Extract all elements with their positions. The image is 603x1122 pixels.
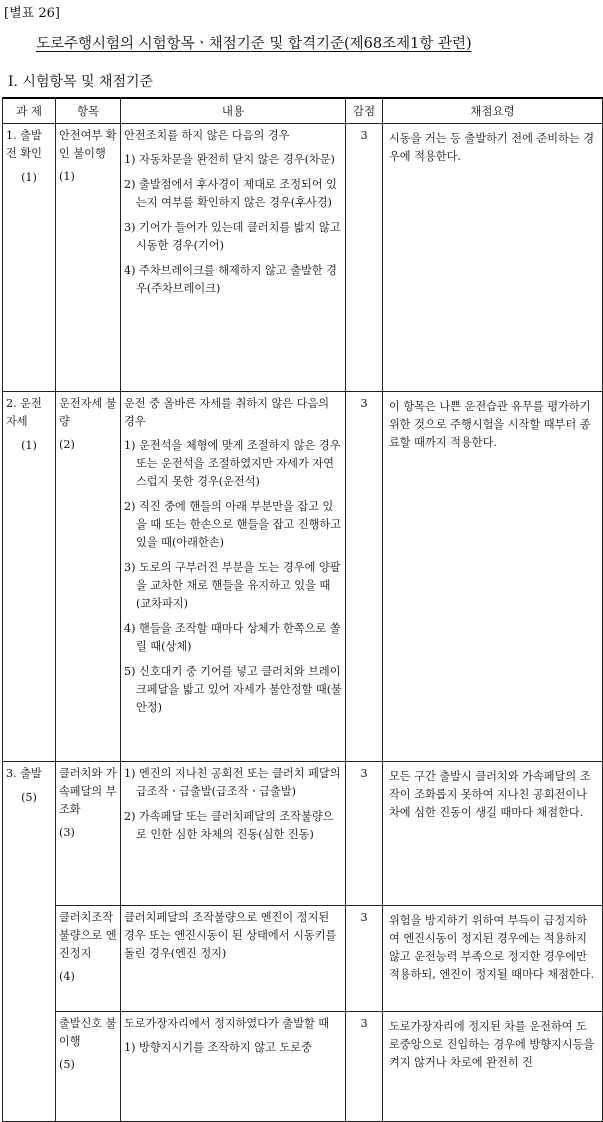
header-item: 항목 [56,98,121,124]
item-score: (3) [59,826,75,839]
table-row [3,762,603,906]
task-cell [3,762,56,1122]
deduction-cell: 3 [346,1012,383,1122]
task-cell [3,392,56,762]
content-subitem: 1) 자동차문을 완전히 닫지 않은 경우(차문) [124,153,335,166]
item-cell [56,1012,121,1122]
content-cell [121,1012,346,1122]
table-row [3,906,603,1012]
item-name: 클러치와 가속페달의 부조화 [59,767,117,816]
header-task: 과 제 [3,98,56,124]
content-subitem: 3) 기어가 들어가 있는데 클러치를 밟지 않고 시동한 경우(기어) [124,221,341,252]
task-name: 1. 출발전 확인 [6,129,42,160]
item-cell [56,762,121,906]
content-subitem: 3) 도로의 구부러진 부분을 도는 경우에 양팔을 교차한 채로 핸들을 유지하고 있을 때(교차파지) [124,561,341,610]
header-deduction: 감점 [346,98,383,124]
content-lead: 도로가장자리에서 정지하였다가 출발할 때 [124,1017,330,1030]
task-score: (5) [21,791,37,804]
table-row [3,124,603,392]
content-subitem: 1) 운전석을 체형에 맞게 조절하지 않은 경우 또는 운전석을 조절하였지만 자세가 자연스럽지 못한 경우(운전석) [124,439,341,488]
deduction-cell: 3 [346,124,383,392]
deduction-cell: 3 [346,762,383,906]
content-subitem: 5) 신호대기 중 기어를 넣고 클러치와 브레이크페달을 밟고 있어 자세가 불안정할 때(불안정) [124,665,342,714]
table-row [3,392,603,762]
deduction-cell: 3 [346,906,383,1012]
content-cell [121,906,346,1012]
section-heading: Ⅰ. 시험항목 및 채점기준 [8,74,154,90]
content-subitem: 4) 주차브레이크를 해제하지 않고 출발한 경우(주차브레이크) [124,264,337,295]
item-name: 안전여부 확인 불이행 [59,129,117,160]
task-name: 2. 운전자세 [6,397,42,428]
table-header-row [3,98,603,124]
item-score: (4) [59,970,75,983]
table-row [3,1012,603,1122]
content-cell [121,124,346,392]
content-cell [121,762,346,906]
content-lead: 안전조치를 하지 않은 다음의 경우 [124,129,290,142]
criteria-cell: 위험을 방지하기 위하여 부득이 급정지하여 엔진시동이 정지된 경우에는 적용하지 않고 운전능력 부족으로 정지한 경우에만 적용하되, 엔진이 정지될 때마다 채점한다. [383,906,603,1012]
content-subitem: 1) 방향지시기를 조작하지 않고 도로중 [124,1041,312,1054]
header-content: 내용 [121,98,346,124]
item-score: (2) [59,438,75,451]
content-cell [121,392,346,762]
item-cell [56,392,121,762]
document-title: 도로주행시험의 시험항목ㆍ채점기준 및 합격기준(제68조제1항 관련) [36,36,472,52]
item-name: 운전자세 불량 [59,397,117,428]
item-name: 클러치조작불량으로 엔진정지 [59,911,117,960]
item-score: (5) [59,1058,75,1071]
content-lead: 클러치페달의 조작불량으로 엔진이 정지된 경우 또는 엔진시동이 된 상태에서 시동키를 돌린 경우(엔진 정지) [124,911,337,960]
content-subitem: 2) 가속페달 또는 클러치페달의 조작불량으로 인한 심한 차체의 진동(심한 진동) [124,810,334,841]
attachment-tag: [별표 26] [4,6,60,21]
content-subitem: 2) 출발점에서 후사경이 제대로 조정되어 있는지 여부를 확인하지 않은 경우(후사경) [124,178,337,209]
criteria-cell: 시동을 거는 등 출발하기 전에 준비하는 경우에 적용한다. [383,124,603,392]
item-cell [56,906,121,1012]
task-cell [3,124,56,392]
item-cell [56,124,121,392]
content-subitem: 1) 엔진의 지나친 공회전 또는 클러치 페달의 급조작ㆍ급출발(급조작ㆍ급출발) [124,767,341,798]
task-score: (1) [21,439,37,452]
criteria-cell: 모든 구간 출발시 클러치와 가속페달의 조작이 조화롭지 못하여 지나친 공회전이나 차에 심한 진동이 생길 때마다 채점한다. [383,762,603,906]
item-score: (1) [59,170,75,183]
criteria-cell: 이 항목은 나쁜 운전습관 유무를 평가하기 위한 것으로 주행시험을 시작할 때부터 종료할 때까지 적용한다. [383,392,603,762]
criteria-cell: 도로가장자리에 정지된 차를 운전하여 도로중앙으로 진입하는 경우에 방향지시등을 켜지 않거나 차로에 완전히 진 [383,1012,603,1122]
content-subitem: 2) 직진 중에 핸들의 아래 부분만을 잡고 있을 때 또는 한손으로 핸들을 잡고 진행하고 있을 때(아래한손) [124,500,342,549]
header-criteria: 채점요령 [383,98,603,124]
task-name: 3. 출발 [6,767,42,780]
content-lead: 운전 중 올바른 자세를 취하지 않은 다음의 경우 [124,397,330,428]
task-score: (1) [21,171,37,184]
deduction-cell: 3 [346,392,383,762]
item-name: 출발신호 불이행 [59,1017,117,1048]
scoring-table [2,97,603,1122]
content-subitem: 4) 핸들을 조작할 때마다 상체가 한쪽으로 쏠릴 때(상체) [124,622,341,653]
